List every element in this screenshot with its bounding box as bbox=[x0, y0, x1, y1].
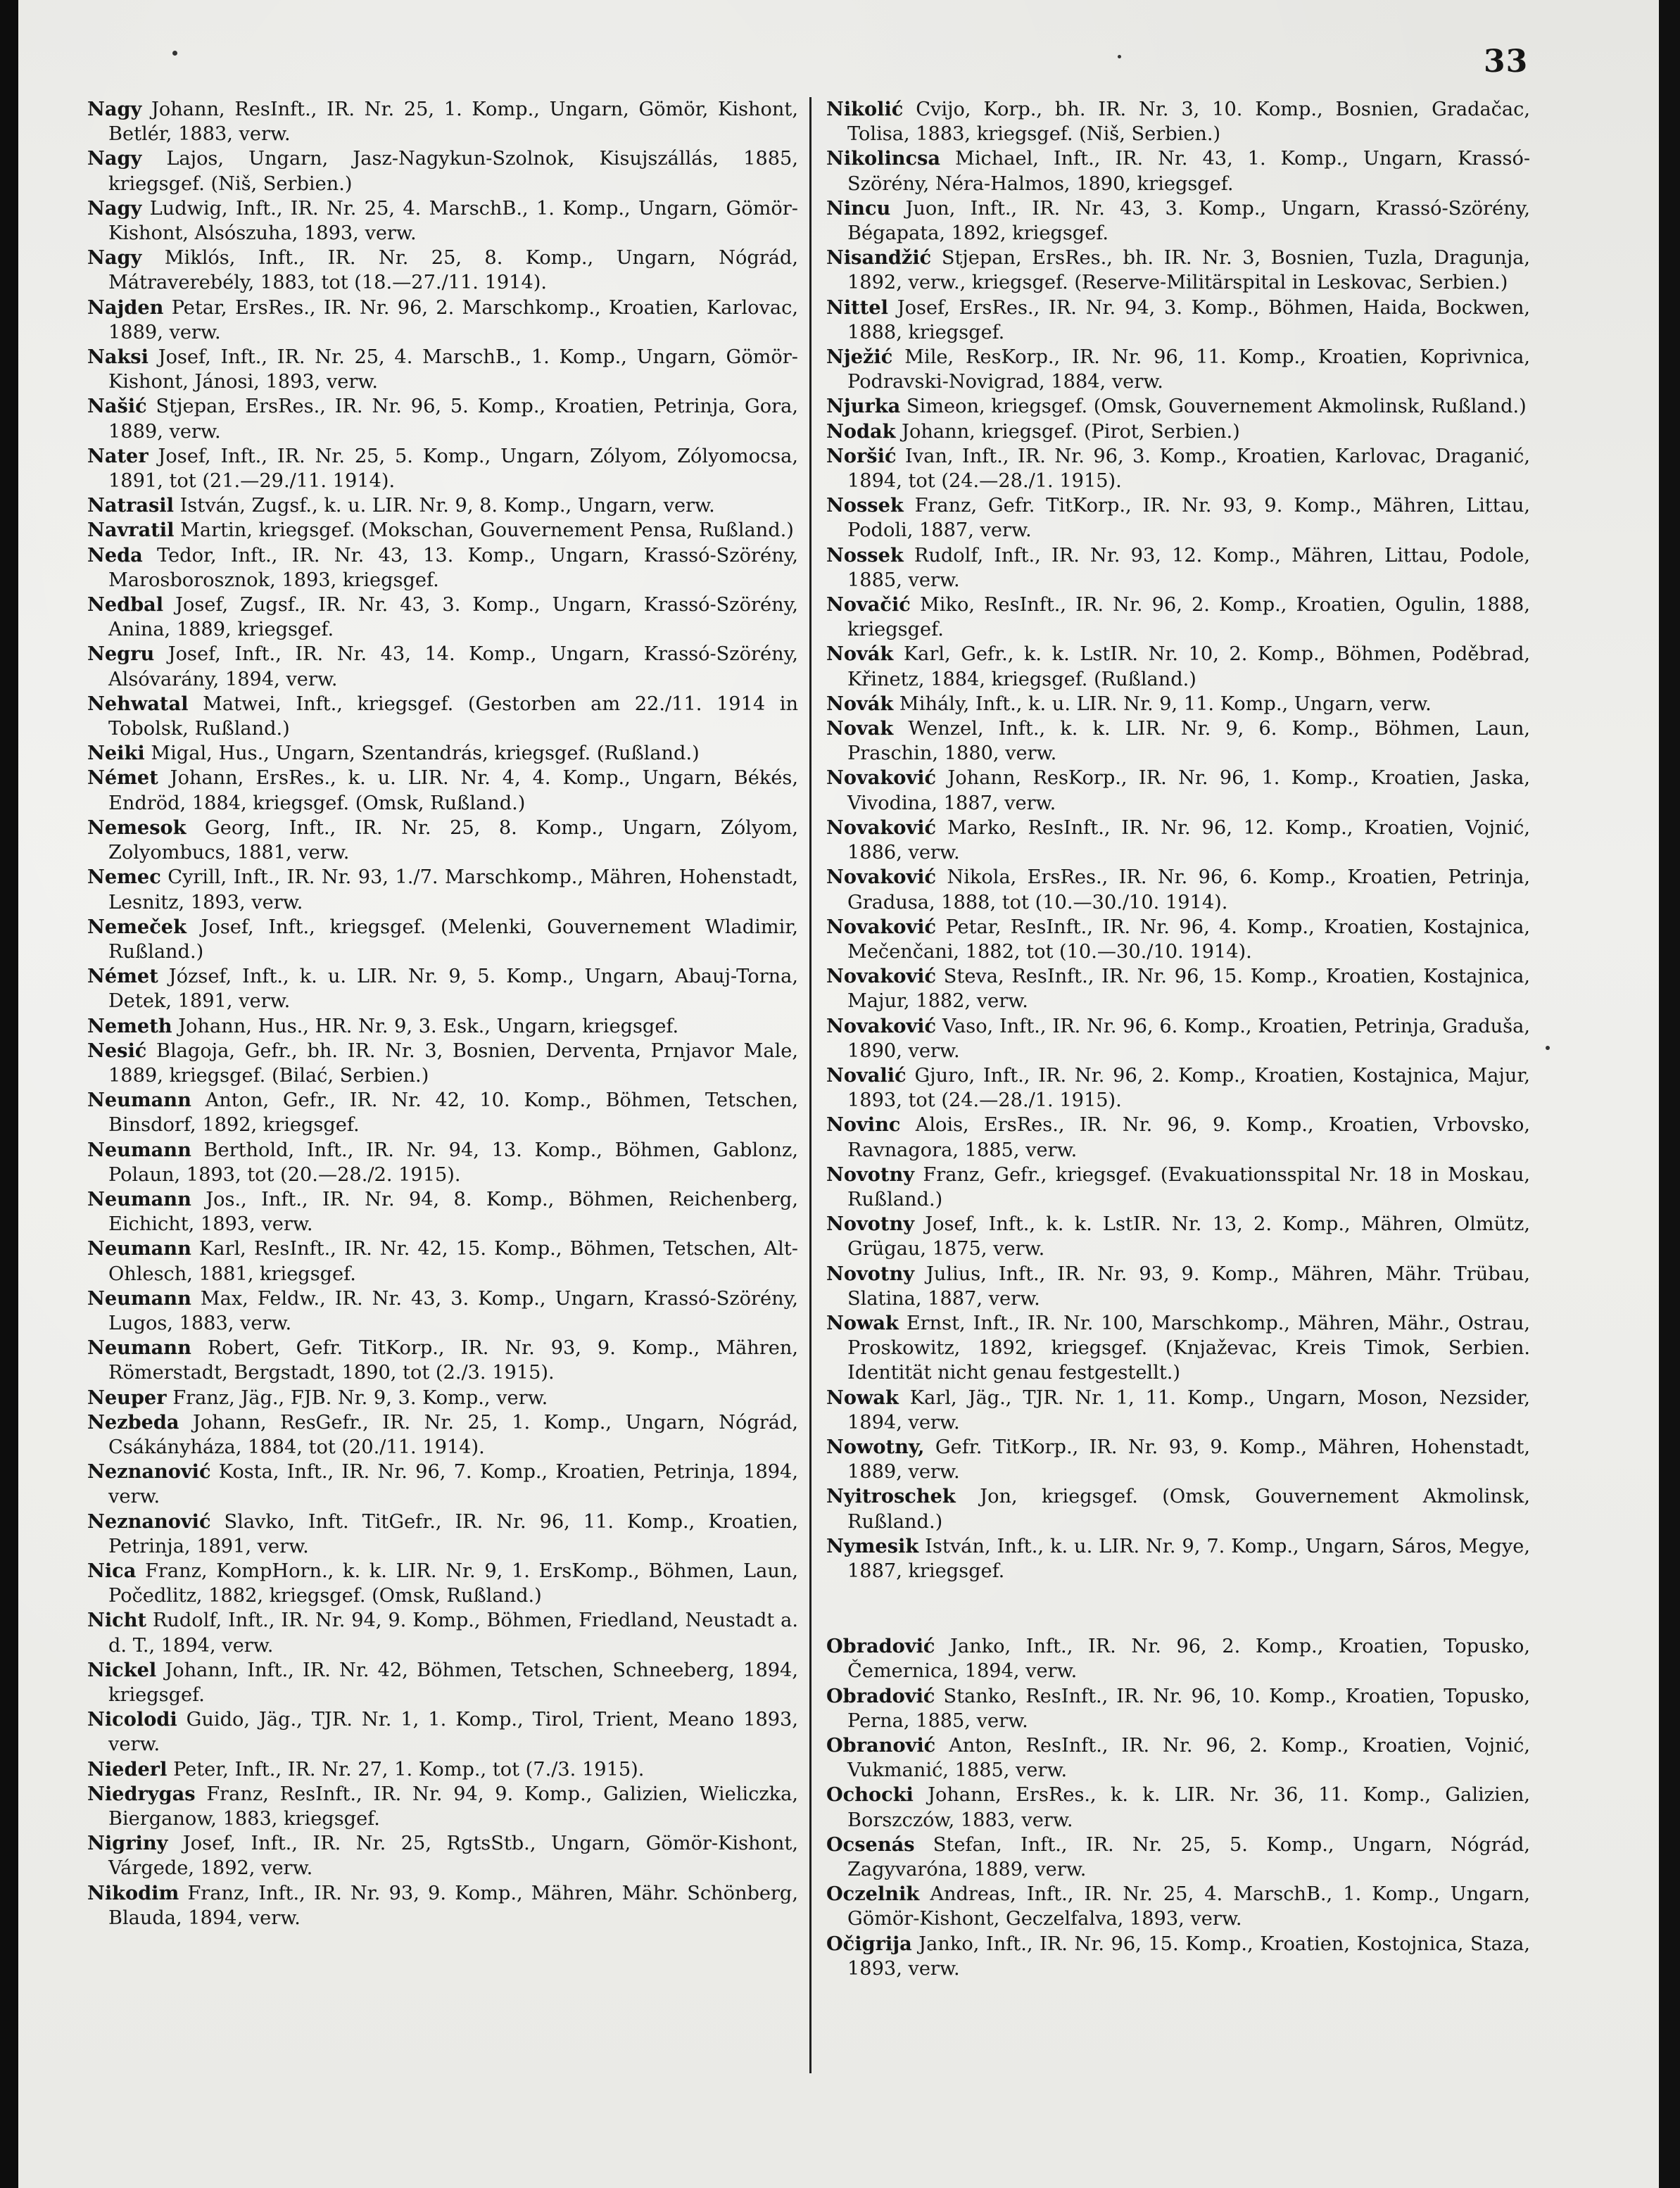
entry-surname: Obradović bbox=[826, 1684, 935, 1707]
entry-surname: Negru bbox=[87, 643, 155, 666]
entry-surname: Neznanović bbox=[87, 1510, 211, 1533]
register-entry bbox=[87, 915, 798, 964]
column-divider bbox=[809, 97, 811, 2073]
entry-surname: Novak bbox=[826, 717, 894, 740]
register-entry bbox=[87, 1559, 798, 1608]
register-entry bbox=[826, 97, 1530, 146]
register-entry bbox=[87, 865, 798, 914]
entry-details: Josef, Zugsf., IR. Nr. 43, 3. Komp., Ungarn, Krassó-Szörény, Anina, 1889, kriegsgef. bbox=[108, 594, 798, 641]
register-entry bbox=[826, 692, 1530, 716]
register-entry bbox=[87, 296, 798, 345]
entry-surname: Novaković bbox=[826, 915, 937, 938]
entry-details: Franz, Gefr. TitKorp., IR. Nr. 93, 9. Komp., Mähren, Littau, Podoli, 1887, verw. bbox=[847, 495, 1530, 542]
register-entry bbox=[826, 766, 1530, 815]
entry-surname: Ochocki bbox=[826, 1783, 914, 1807]
entry-details: Johann, kriegsgef. (Pirot, Serbien.) bbox=[902, 420, 1240, 443]
entry-details: Franz, Gefr., kriegsgef. (Evakuationsspital Nr. 18 in Moskau, Rußland.) bbox=[847, 1163, 1530, 1210]
entry-surname: Neiki bbox=[87, 742, 145, 765]
register-entry bbox=[826, 1386, 1530, 1435]
entry-surname: Nittel bbox=[826, 296, 888, 319]
entry-surname: Novák bbox=[826, 643, 894, 666]
register-entry bbox=[87, 1386, 798, 1410]
entry-details: Franz, Inft., IR. Nr. 93, 9. Komp., Mähren, Mähr. Schönberg, Blauda, 1894, verw. bbox=[108, 1882, 798, 1929]
register-entry bbox=[87, 444, 798, 493]
entry-details: Rudolf, Inft., IR. Nr. 93, 12. Komp., Mähren, Littau, Podole, 1885, verw. bbox=[847, 544, 1530, 591]
entry-surname: Nica bbox=[87, 1559, 137, 1582]
entry-surname: Nowak bbox=[826, 1386, 899, 1409]
entry-surname: Novák bbox=[826, 692, 894, 715]
entry-details: István, Inft., k. u. LIR. Nr. 9, 7. Komp., Ungarn, Sáros, Megye, 1887, kriegsgef. bbox=[847, 1535, 1530, 1582]
register-entry bbox=[826, 1262, 1530, 1311]
entry-details: Andreas, Inft., IR. Nr. 25, 4. MarschB., 1. Komp., Ungarn, Gömör-Kishont, Geczelfalva, 1893, verw. bbox=[847, 1883, 1530, 1930]
entry-surname: Očigrija bbox=[826, 1932, 912, 1955]
register-entry bbox=[87, 1014, 798, 1039]
register-entry bbox=[826, 1833, 1530, 1882]
register-entry bbox=[826, 1733, 1530, 1783]
register-entry bbox=[87, 1510, 798, 1559]
register-entry bbox=[87, 345, 798, 394]
entry-details: Jon, kriegsgef. (Omsk, Gouvernement Akmolinsk, Rußland.) bbox=[847, 1486, 1530, 1533]
entry-surname: Nemec bbox=[87, 866, 161, 889]
entry-details: Johann, Hus., HR. Nr. 9, 3. Esk., Ungarn, kriegsgef. bbox=[178, 1015, 679, 1037]
register-entry bbox=[87, 1881, 798, 1930]
entry-details: Mihály, Inft., k. u. LIR. Nr. 9, 11. Komp., Ungarn, verw. bbox=[899, 693, 1432, 715]
entry-details: Franz, ResInft., IR. Nr. 94, 9. Komp., Galizien, Wieliczka, Bierganow, 1883, kriegsgef. bbox=[108, 1783, 798, 1830]
entry-details: Miko, ResInft., IR. Nr. 96, 2. Komp., Kroatien, Ogulin, 1888, kriegsgef. bbox=[847, 594, 1530, 641]
entry-details: Karl, Gefr., k. k. LstIR. Nr. 10, 2. Komp., Böhmen, Poděbrad, Křinetz, 1884, kriegsgef. (Rußland.) bbox=[847, 643, 1530, 690]
register-entry bbox=[87, 1336, 798, 1385]
entry-details: Cvijo, Korp., bh. IR. Nr. 3, 10. Komp., Bosnien, Gradačac, Tolisa, 1883, kriegsgef. (Niš, Serbien.) bbox=[847, 99, 1530, 146]
entry-surname: Nicht bbox=[87, 1609, 147, 1632]
register-entry bbox=[826, 296, 1530, 345]
entry-details: Ernst, Inft., IR. Nr. 100, Marschkomp., Mähren, Mähr., Ostrau, Proskowitz, 1892, kriegsgef. (Knjaževac, Kreis Timok, Serbien. Identität nicht genau festgestellt.) bbox=[847, 1312, 1530, 1384]
entry-details: Karl, ResInft., IR. Nr. 42, 15. Komp., Böhmen, Tetschen, Alt-Ohlesch, 1881, kriegsgef. bbox=[108, 1238, 798, 1285]
register-entry bbox=[87, 394, 798, 443]
entry-surname: Nikodim bbox=[87, 1881, 179, 1904]
entry-surname: Neumann bbox=[87, 1237, 191, 1260]
register-entry bbox=[87, 196, 798, 246]
register-entry bbox=[87, 1658, 798, 1707]
scan-speck bbox=[1118, 55, 1121, 58]
entry-surname: Nossek bbox=[826, 494, 904, 517]
entry-details: Guido, Jäg., TJR. Nr. 1, 1. Komp., Tirol, Trient, Meano 1893, verw. bbox=[108, 1709, 798, 1756]
entry-surname: Nincu bbox=[826, 196, 891, 220]
entry-surname: Novotny bbox=[826, 1213, 915, 1236]
register-entry bbox=[87, 964, 798, 1013]
entry-details: Cyrill, Inft., IR. Nr. 93, 1./7. Marschkomp., Mähren, Hohenstadt, Lesnitz, 1893, verw. bbox=[108, 866, 798, 913]
register-entry bbox=[87, 1088, 798, 1137]
entry-surname: Neumann bbox=[87, 1336, 191, 1360]
register-entry bbox=[826, 1212, 1530, 1261]
entry-details: Josef, Inft., IR. Nr. 25, RgtsStb., Ungarn, Gömör-Kishont, Várgede, 1892, verw. bbox=[108, 1833, 798, 1880]
register-entry bbox=[87, 692, 798, 741]
entry-surname: Nowotny, bbox=[826, 1435, 925, 1458]
register-entry bbox=[826, 543, 1530, 593]
entry-surname: Ocsenás bbox=[826, 1833, 915, 1856]
entry-surname: Neumann bbox=[87, 1138, 191, 1161]
entry-surname: Nikolić bbox=[826, 98, 904, 120]
entry-surname: Našić bbox=[87, 395, 147, 418]
entry-details: Johann, ResKorp., IR. Nr. 96, 1. Komp., Kroatien, Jaska, Vivodina, 1887, verw. bbox=[847, 767, 1530, 814]
register-entry bbox=[826, 716, 1530, 766]
entry-details: Josef, Inft., k. k. LstIR. Nr. 13, 2. Komp., Mähren, Olmütz, Grügau, 1875, verw. bbox=[847, 1213, 1530, 1260]
register-entry bbox=[87, 1608, 798, 1657]
entry-details: Rudolf, Inft., IR. Nr. 94, 9. Komp., Böhmen, Friedland, Neustadt a. d. T., 1894, verw. bbox=[108, 1610, 798, 1657]
entry-surname: Novaković bbox=[826, 816, 937, 839]
entry-details: Gjuro, Inft., IR. Nr. 96, 2. Komp., Kroatien, Kostajnica, Majur, 1893, tot (24.—28./1. 1915). bbox=[847, 1064, 1530, 1112]
right-column bbox=[826, 97, 1530, 1981]
entry-details: Josef, Inft., IR. Nr. 25, 5. Komp., Ungarn, Zólyom, Zólyomocsa, 1891, tot (21.—29./11. 1914). bbox=[108, 445, 798, 493]
register-entry bbox=[826, 964, 1530, 1013]
entry-surname: Nowak bbox=[826, 1311, 899, 1334]
register-entry bbox=[826, 1534, 1530, 1583]
register-entry bbox=[826, 1882, 1530, 1931]
entry-details: Marko, ResInft., IR. Nr. 96, 12. Komp., Kroatien, Vojnić, 1886, verw. bbox=[847, 816, 1530, 864]
register-entry bbox=[87, 1460, 798, 1509]
entry-details: Kosta, Inft., IR. Nr. 96, 7. Komp., Kroatien, Petrinja, 1894, verw. bbox=[108, 1461, 798, 1508]
entry-details: Ivan, Inft., IR. Nr. 96, 3. Komp., Kroatien, Karlovac, Draganić, 1894, tot (24.—28./1. 1915). bbox=[847, 445, 1530, 493]
entry-surname: Nehwatal bbox=[87, 692, 189, 715]
entry-details: Stjepan, ErsRes., IR. Nr. 96, 5. Komp., Kroatien, Petrinja, Gora, 1889, verw. bbox=[108, 396, 798, 443]
register-entry bbox=[826, 419, 1530, 444]
register-entry bbox=[87, 518, 798, 543]
entry-surname: Novinc bbox=[826, 1113, 901, 1137]
scan-speck bbox=[172, 51, 177, 56]
entry-surname: Niedrygas bbox=[87, 1782, 196, 1805]
register-entry bbox=[826, 865, 1530, 914]
entry-details: Stanko, ResInft., IR. Nr. 96, 10. Komp., Kroatien, Topusko, Perna, 1885, verw. bbox=[847, 1685, 1530, 1732]
register-entry bbox=[87, 1707, 798, 1757]
entry-details: Berthold, Inft., IR. Nr. 94, 13. Komp., Böhmen, Gablonz, Polaun, 1893, tot (20.—28./2. 1915). bbox=[108, 1139, 798, 1186]
register-entry bbox=[826, 246, 1530, 295]
entry-surname: Nemeth bbox=[87, 1014, 172, 1037]
register-entry bbox=[826, 1113, 1530, 1162]
entry-details: Franz, Jäg., FJB. Nr. 9, 3. Komp., verw. bbox=[172, 1386, 548, 1409]
register-entry bbox=[826, 345, 1530, 394]
entry-details: Peter, Inft., IR. Nr. 27, 1. Komp., tot (7./3. 1915). bbox=[173, 1758, 645, 1781]
entry-surname: Nodak bbox=[826, 419, 896, 443]
entry-details: Josef, Inft., kriegsgef. (Melenki, Gouvernement Wladimir, Rußland.) bbox=[108, 916, 798, 963]
entry-surname: Német bbox=[87, 965, 158, 988]
entry-details: Josef, Inft., IR. Nr. 25, 4. MarschB., 1. Komp., Ungarn, Gömör-Kishont, Jánosi, 1893, verw. bbox=[108, 346, 798, 393]
left-column bbox=[87, 97, 798, 1930]
entry-surname: Nickel bbox=[87, 1658, 157, 1681]
entry-details: Gefr. TitKorp., IR. Nr. 93, 9. Komp., Mähren, Hohenstadt, 1889, verw. bbox=[847, 1436, 1530, 1484]
entry-details: Juon, Inft., IR. Nr. 43, 3. Komp., Ungarn, Krassó-Szörény, Bégapata, 1892, kriegsgef. bbox=[847, 197, 1530, 245]
entry-details: Steva, ResInft., IR. Nr. 96, 15. Komp., Kroatien, Kostajnica, Majur, 1882, verw. bbox=[847, 966, 1530, 1013]
entry-surname: Neuper bbox=[87, 1386, 167, 1409]
scan-speck bbox=[1546, 1046, 1550, 1050]
entry-details: Alois, ErsRes., IR. Nr. 96, 9. Komp., Kroatien, Vrbovsko, Ravnagora, 1885, verw. bbox=[847, 1114, 1530, 1161]
entry-details: István, Zugsf., k. u. LIR. Nr. 9, 8. Komp., Ungarn, verw. bbox=[179, 495, 715, 517]
register-entry bbox=[87, 1187, 798, 1237]
register-entry bbox=[826, 1783, 1530, 1832]
entry-details: Ludwig, Inft., IR. Nr. 25, 4. MarschB., 1. Komp., Ungarn, Gömör-Kishont, Alsószuha, 1893, verw. bbox=[108, 197, 798, 245]
register-entry bbox=[87, 766, 798, 815]
entry-details: Migal, Hus., Ungarn, Szentandrás, kriegsgef. (Rußland.) bbox=[151, 742, 700, 765]
entry-details: Anton, ResInft., IR. Nr. 96, 2. Komp., Kroatien, Vojnić, Vukmanić, 1885, verw. bbox=[847, 1735, 1530, 1782]
entry-surname: Nagy bbox=[87, 98, 142, 120]
entry-details: Jos., Inft., IR. Nr. 94, 8. Komp., Böhmen, Reichenberg, Eichicht, 1893, verw. bbox=[108, 1188, 798, 1236]
entry-surname: Nigriny bbox=[87, 1832, 168, 1855]
entry-surname: Neumann bbox=[87, 1286, 191, 1310]
entry-details: Nikola, ErsRes., IR. Nr. 96, 6. Komp., Kroatien, Petrinja, Gradusa, 1888, tot (10.—30./10. 1914). bbox=[847, 866, 1530, 913]
register-entry bbox=[826, 1014, 1530, 1063]
page-number: 33 bbox=[1484, 44, 1529, 80]
entry-details: Tedor, Inft., IR. Nr. 43, 13. Komp., Ungarn, Krassó-Szörény, Marosborosznok, 1893, kriegsgef. bbox=[108, 544, 798, 591]
entry-details: Miklós, Inft., IR. Nr. 25, 8. Komp., Ungarn, Nógrád, Mátraverebély, 1883, tot (18.—27./11. 1914). bbox=[108, 247, 798, 294]
entry-surname: Nagy bbox=[87, 246, 142, 270]
entry-details: Simeon, kriegsgef. (Omsk, Gouvernement Akmolinsk, Rußland.) bbox=[906, 396, 1527, 418]
register-entry bbox=[87, 493, 798, 518]
entry-surname: Obranović bbox=[826, 1734, 936, 1757]
entry-surname: Nyitroschek bbox=[826, 1485, 956, 1508]
entry-details: Matwei, Inft., kriegsgef. (Gestorben am 22./11. 1914 in Tobolsk, Rußland.) bbox=[108, 693, 798, 740]
entry-surname: Nezbeda bbox=[87, 1410, 179, 1434]
register-entry bbox=[87, 543, 798, 593]
entry-details: Josef, ErsRes., IR. Nr. 94, 3. Komp., Böhmen, Haida, Bockwen, 1888, kriegsgef. bbox=[847, 296, 1530, 343]
entry-surname: Niederl bbox=[87, 1757, 168, 1781]
entry-surname: Novačić bbox=[826, 593, 911, 616]
entry-surname: Nagy bbox=[87, 196, 142, 220]
register-entry bbox=[826, 1311, 1530, 1386]
entry-surname: Njurka bbox=[826, 395, 901, 418]
register-entry bbox=[826, 196, 1530, 246]
entry-details: Michael, Inft., IR. Nr. 43, 1. Komp., Ungarn, Krassó-Szörény, Néra-Halmos, 1890, kriegsgef. bbox=[847, 148, 1530, 195]
register-entry bbox=[87, 741, 798, 766]
entry-surname: Novotny bbox=[826, 1163, 915, 1186]
entry-details: Johann, ResInft., IR. Nr. 25, 1. Komp., Ungarn, Gömör, Kishont, Betlér, 1883, verw. bbox=[108, 99, 798, 146]
entry-details: Lajos, Ungarn, Jasz-Nagykun-Szolnok, Kisujszállás, 1885, kriegsgef. (Niš, Serbien.) bbox=[108, 148, 798, 195]
register-entry bbox=[87, 246, 798, 295]
entry-details: Johann, ErsRes., k. u. LIR. Nr. 4, 4. Komp., Ungarn, Békés, Endröd, 1884, kriegsgef. (Omsk, Rußland.) bbox=[108, 767, 798, 814]
entry-details: Georg, Inft., IR. Nr. 25, 8. Komp., Ungarn, Zólyom, Zolyombucs, 1881, verw. bbox=[108, 816, 798, 864]
entry-details: Wenzel, Inft., k. k. LIR. Nr. 9, 6. Komp., Böhmen, Laun, Praschin, 1880, verw. bbox=[847, 718, 1530, 765]
entry-details: Franz, KompHorn., k. k. LIR. Nr. 9, 1. ErsKomp., Böhmen, Laun, Počedlitz, 1882, kriegsgef. (Omsk, Rußland.) bbox=[108, 1560, 798, 1607]
entry-surname: Natrasil bbox=[87, 494, 174, 517]
entry-surname: Nagy bbox=[87, 147, 142, 170]
entry-details: Johann, ResGefr., IR. Nr. 25, 1. Komp., Ungarn, Nógrád, Csákányháza, 1884, tot (20./11. 1914). bbox=[108, 1411, 798, 1458]
entry-surname: Neda bbox=[87, 543, 143, 567]
entry-details: Max, Feldw., IR. Nr. 43, 3. Komp., Ungarn, Krassó-Szörény, Lugos, 1883, verw. bbox=[108, 1287, 798, 1334]
entry-details: Vaso, Inft., IR. Nr. 96, 6. Komp., Kroatien, Petrinja, Graduša, 1890, verw. bbox=[847, 1015, 1530, 1062]
scan-edge-left bbox=[0, 0, 18, 2188]
register-entry bbox=[826, 642, 1530, 691]
entry-surname: Nater bbox=[87, 444, 149, 467]
entry-details: Petar, ResInft., IR. Nr. 96, 4. Komp., Kroatien, Kostajnica, Mečenčani, 1882, tot (10.—30./10. 1914). bbox=[847, 916, 1530, 963]
entry-details: Julius, Inft., IR. Nr. 93, 9. Komp., Mähren, Mähr. Trübau, Slatina, 1887, verw. bbox=[847, 1263, 1530, 1310]
entry-details: Blagoja, Gefr., bh. IR. Nr. 3, Bosnien, Derventa, Prnjavor Male, 1889, kriegsgef. (Bilać, Serbien.) bbox=[108, 1039, 798, 1087]
scan-edge-right bbox=[1659, 0, 1680, 2188]
entry-details: Janko, Inft., IR. Nr. 96, 2. Komp., Kroatien, Topusko, Čemernica, 1894, verw. bbox=[847, 1636, 1530, 1683]
register-entry bbox=[87, 1138, 798, 1187]
entry-surname: Nježić bbox=[826, 346, 893, 369]
register-entry bbox=[826, 816, 1530, 865]
register-entry bbox=[826, 1684, 1530, 1733]
entry-surname: Nemesok bbox=[87, 816, 187, 839]
entry-surname: Novaković bbox=[826, 965, 937, 988]
entry-details: Petar, ErsRes., IR. Nr. 96, 2. Marschkomp., Kroatien, Karlovac, 1889, verw. bbox=[108, 296, 798, 343]
register-entry bbox=[826, 1163, 1530, 1212]
entry-surname: Obradović bbox=[826, 1635, 935, 1658]
entry-details: Mile, ResKorp., IR. Nr. 96, 11. Komp., Kroatien, Koprivnica, Podravski-Novigrad, 1884, verw. bbox=[847, 346, 1530, 393]
entry-surname: Novaković bbox=[826, 1014, 937, 1037]
entry-surname: Nisandžić bbox=[826, 246, 932, 270]
entry-surname: Nedbal bbox=[87, 593, 164, 616]
entry-surname: Neumann bbox=[87, 1187, 191, 1210]
register-entry bbox=[826, 1634, 1530, 1683]
register-entry bbox=[826, 493, 1530, 543]
entry-surname: Najden bbox=[87, 296, 164, 319]
entry-surname: Novaković bbox=[826, 866, 937, 889]
register-entry bbox=[87, 97, 798, 146]
register-entry bbox=[826, 146, 1530, 196]
entry-surname: Neumann bbox=[87, 1089, 191, 1112]
entry-surname: Navratil bbox=[87, 519, 175, 542]
entry-details: Anton, Gefr., IR. Nr. 42, 10. Komp., Böhmen, Tetschen, Binsdorf, 1892, kriegsgef. bbox=[108, 1089, 798, 1137]
register-entry bbox=[87, 1237, 798, 1286]
register-entry bbox=[826, 394, 1530, 419]
entry-details: Slavko, Inft. TitGefr., IR. Nr. 96, 11. Komp., Kroatien, Petrinja, 1891, verw. bbox=[108, 1510, 798, 1557]
entry-surname: Nikolincsa bbox=[826, 147, 941, 170]
register-entry bbox=[87, 642, 798, 691]
register-entry bbox=[826, 1932, 1530, 1981]
entry-details: Johann, ErsRes., k. k. LIR. Nr. 36, 11. Komp., Galizien, Borszczów, 1883, verw. bbox=[847, 1784, 1530, 1831]
entry-surname: Nesić bbox=[87, 1039, 147, 1062]
entry-details: Stefan, Inft., IR. Nr. 25, 5. Komp., Ungarn, Nógrád, Zagyvaróna, 1889, verw. bbox=[847, 1833, 1530, 1881]
entry-details: Janko, Inft., IR. Nr. 96, 15. Komp., Kroatien, Kostojnica, Staza, 1893, verw. bbox=[847, 1933, 1530, 1980]
register-entry bbox=[826, 915, 1530, 964]
entry-details: Josef, Inft., IR. Nr. 43, 14. Komp., Ungarn, Krassó-Szörény, Alsóvarány, 1894, verw. bbox=[108, 643, 798, 690]
entry-surname: Nicolodi bbox=[87, 1708, 177, 1731]
entry-surname: Nemeček bbox=[87, 915, 187, 938]
section-gap bbox=[826, 1583, 1530, 1634]
entry-surname: Nossek bbox=[826, 543, 904, 567]
register-entry bbox=[87, 1782, 798, 1831]
entry-surname: Novalić bbox=[826, 1063, 907, 1087]
entry-details: Johann, Inft., IR. Nr. 42, Böhmen, Tetschen, Schneeberg, 1894, kriegsgef. bbox=[108, 1659, 798, 1706]
entry-surname: Német bbox=[87, 766, 158, 790]
register-entry bbox=[826, 1484, 1530, 1534]
register-entry bbox=[87, 593, 798, 642]
register-entry bbox=[826, 593, 1530, 642]
entry-details: Robert, Gefr. TitKorp., IR. Nr. 93, 9. Komp., Mähren, Römerstadt, Bergstadt, 1890, tot (2./3. 1915). bbox=[108, 1337, 798, 1384]
entry-surname: Naksi bbox=[87, 346, 149, 369]
register-entry bbox=[87, 1286, 798, 1336]
entry-details: József, Inft., k. u. LIR. Nr. 9, 5. Komp., Ungarn, Abauj-Torna, Detek, 1891, verw. bbox=[108, 966, 798, 1013]
register-entry bbox=[87, 1410, 798, 1460]
entry-details: Stjepan, ErsRes., bh. IR. Nr. 3, Bosnien, Tuzla, Dragunja, 1892, verw., kriegsgef. (Reserve-Militärspital in Leskovac, Serbien.) bbox=[847, 247, 1530, 294]
entry-surname: Nymesik bbox=[826, 1534, 919, 1557]
register-entry bbox=[87, 146, 798, 196]
register-entry bbox=[87, 1039, 798, 1088]
register-entry bbox=[826, 1063, 1530, 1113]
entry-details: Martin, kriegsgef. (Mokschan, Gouvernement Pensa, Rußland.) bbox=[180, 519, 794, 542]
register-entry bbox=[826, 444, 1530, 493]
entry-surname: Novotny bbox=[826, 1262, 915, 1285]
register-entry bbox=[87, 816, 798, 865]
entry-surname: Novaković bbox=[826, 766, 937, 790]
register-entry bbox=[826, 1435, 1530, 1484]
entry-surname: Neznanović bbox=[87, 1460, 211, 1484]
entry-surname: Oczelnik bbox=[826, 1883, 920, 1906]
entry-surname: Noršić bbox=[826, 444, 897, 467]
entry-details: Karl, Jäg., TJR. Nr. 1, 11. Komp., Ungarn, Moson, Nezsider, 1894, verw. bbox=[847, 1386, 1530, 1434]
register-entry bbox=[87, 1831, 798, 1880]
register-entry bbox=[87, 1757, 798, 1782]
